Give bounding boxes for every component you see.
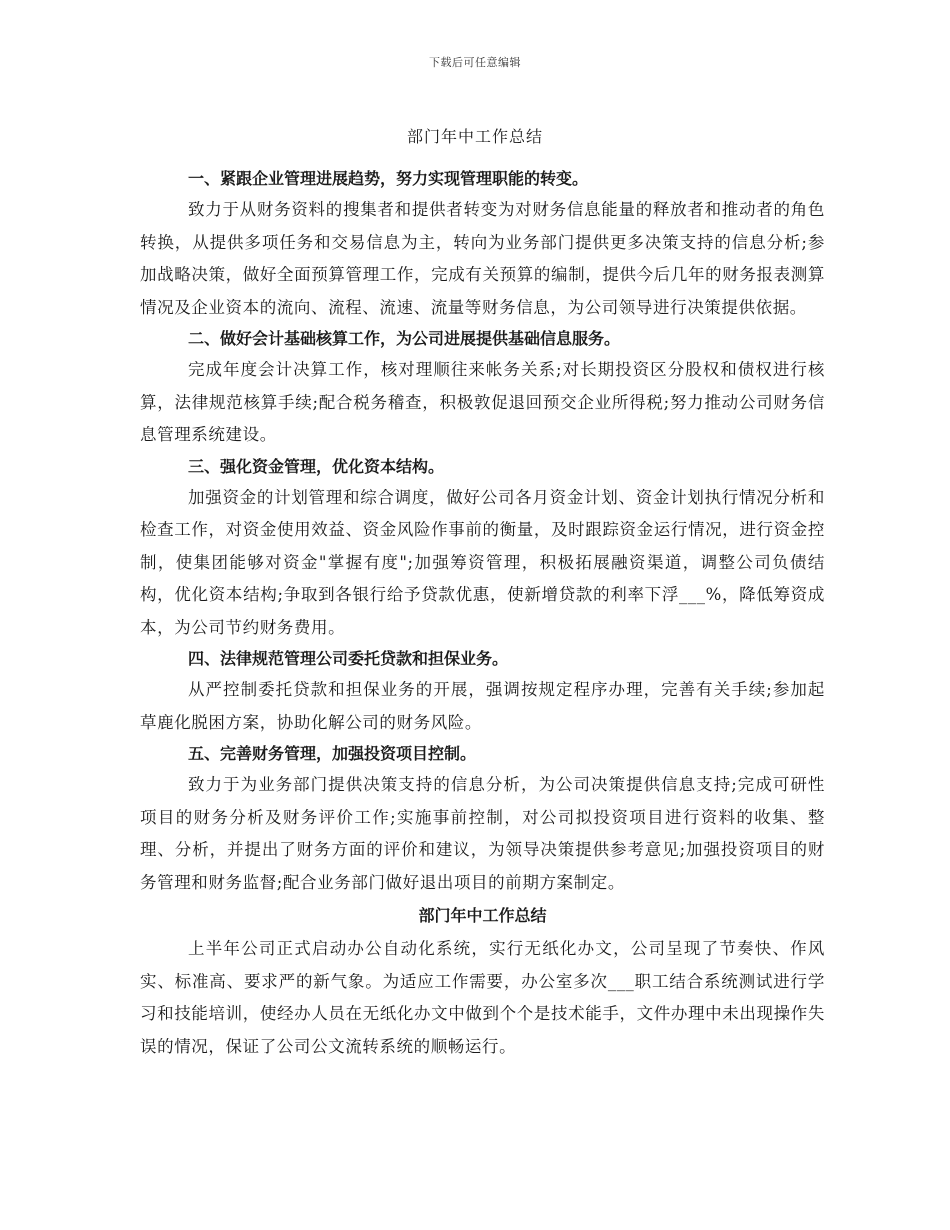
second-document-title: 部门年中工作总结 (418, 906, 547, 925)
section-1-body: 致力于从财务资料的搜集者和提供者转变为对财务信息能量的释放者和推动者的角色转换，从提供多项任务和交易信息为主，转向为业务部门提供更多决策支持的信息分析;参加战略决策，做好全面预算管理工作，完成有关预算的编制，提供今后几年的财务报表测算情况及企业资本的流向、流程、流速、流量等财务信息，为公司领导进行决策提供依据。 (140, 200, 825, 317)
second-document-body: 上半年公司正式启动办公自动化系统，实行无纸化办文，公司呈现了节奏快、作风实、标准高、要求严的新气象。为适应工作需要，办公室多次___职工结合系统测试进行学习和技能培训，使经办人员在无纸化办文中做到个个是技术能手，文件办理中未出现操作失误的情况，保证了公司公文流转系统的顺畅运行。 (140, 939, 825, 1056)
section-4-body: 从严控制委托贷款和担保业务的开展，强调按规定程序办理，完善有关手续;参加起草鹿化脱困方案，协助化解公司的财务风险。 (140, 680, 825, 732)
document-body (140, 164, 825, 1063)
section-3-body: 加强资金的计划管理和综合调度，做好公司各月资金计划、资金计划执行情况分析和检查工作，对资金使用效益、资金风险作事前的衡量，及时跟踪资金运行情况，进行资金控制，使集团能够对资金"掌握有度";加强筹资管理，积极拓展融资渠道，调整公司负债结构，优化资本结构;争取到各银行给予贷款优惠，使新增贷款的利率下浮___%，降低筹资成本，为公司节约财务费用。 (140, 487, 825, 637)
section-4-heading: 四、法律规范管理公司委托贷款和担保业务。 (188, 649, 509, 668)
document-title: 部门年中工作总结 (406, 127, 543, 146)
section-2-heading: 二、做好会计基础核算工作，为公司进展提供基础信息服务。 (188, 329, 621, 348)
page-header-note: 下载后可任意编辑 (429, 56, 521, 69)
section-3-heading: 三、强化资金管理，优化资本结构。 (188, 456, 445, 476)
section-5-heading: 五、完善财务管理，加强投资项目控制。 (188, 744, 477, 763)
section-1-heading: 一、紧跟企业管理进展趋势，努力实现管理职能的转变。 (188, 169, 589, 188)
section-2-body: 完成年度会计决算工作，核对理顺往来帐务关系;对长期投资区分股权和债权进行核算，法律规范核算手续;配合税务稽查，积极敦促退回预交企业所得税;努力推动公司财务信息管理系统建设。 (140, 360, 825, 444)
section-5-body: 致力于为业务部门提供决策支持的信息分析，为公司决策提供信息支持;完成可研性项目的财务分析及财务评价工作;实施事前控制，对公司拟投资项目进行资料的收集、整理、分析，并提出了财务方面的评价和建议，为领导决策提供参考意见;加强投资项目的财务管理和财务监督;配合业务部门做好退出项目的前期方案制定。 (140, 775, 825, 892)
